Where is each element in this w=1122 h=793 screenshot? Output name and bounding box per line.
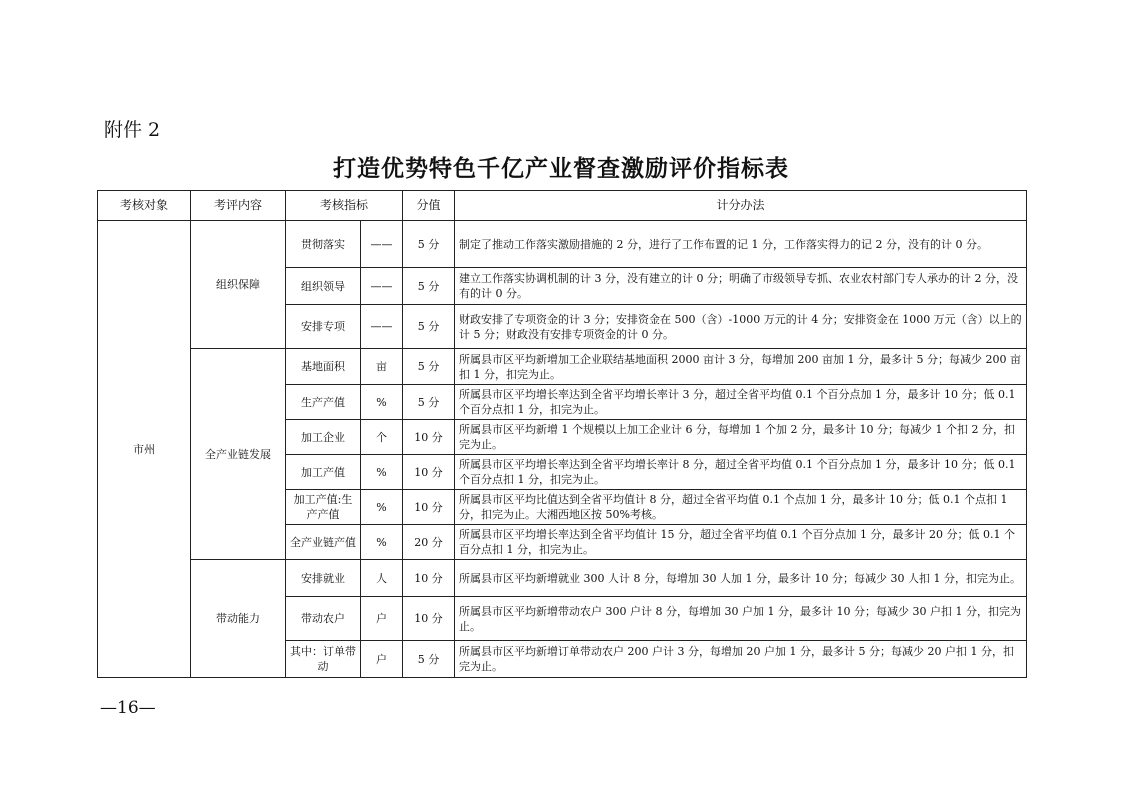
method-cell: 制定了推动工作落实激励措施的 2 分，进行了工作布置的记 1 分，工作落实得力的记 2 分，没有的计 0 分。 xyxy=(455,221,1027,268)
score-cell: 5 分 xyxy=(403,221,455,268)
method-cell: 所属县市区平均新增订单带动农户 200 户计 3 分，每增加 20 户加 1 分，最多计 5 分；每减少 20 户扣 1 分，扣完为止。 xyxy=(455,641,1027,678)
indicator-cell: 生产产值 xyxy=(286,385,361,420)
indicator-cell: 加工企业 xyxy=(286,420,361,455)
score-cell: 10 分 xyxy=(403,420,455,455)
score-cell: 10 分 xyxy=(403,490,455,525)
method-cell: 所属县市区平均新增加工企业联结基地面积 2000 亩计 3 分，每增加 200 亩加 1 分，最多计 5 分；每减少 200 亩扣 1 分，扣完为止。 xyxy=(455,349,1027,385)
indicator-cell: 基地面积 xyxy=(286,349,361,385)
header-method: 计分办法 xyxy=(455,191,1027,221)
object-cell: 市州 xyxy=(98,221,191,678)
unit-cell: 户 xyxy=(361,597,403,641)
method-cell: 所属县市区平均新增带动农户 300 户计 8 分，每增加 30 户加 1 分，最多计 10 分；每减少 30 户扣 1 分，扣完为止。 xyxy=(455,597,1027,641)
page-number: —16— xyxy=(100,698,156,718)
table-row xyxy=(98,560,1027,597)
unit-cell: % xyxy=(361,385,403,420)
unit-cell: 个 xyxy=(361,420,403,455)
method-cell: 建立工作落实协调机制的计 3 分，没有建立的计 0 分；明确了市级领导专抓、农业农村部门专人承办的计 2 分，没有的计 0 分。 xyxy=(455,268,1027,305)
content-cell: 带动能力 xyxy=(191,560,286,678)
attachment-label: 附件 2 xyxy=(104,119,161,141)
indicator-cell: 其中：订单带动 xyxy=(286,641,361,678)
method-cell: 所属县市区平均新增 1 个规模以上加工企业计 6 分，每增加 1 个加 2 分，最多计 10 分；每减少 1 个扣 2 分，扣完为止。 xyxy=(455,420,1027,455)
content-cell: 全产业链发展 xyxy=(191,349,286,560)
method-cell: 财政安排了专项资金的计 3 分；安排资金在 500（含）-1000 万元的计 4 分；安排资金在 1000 万元（含）以上的计 5 分；财政没有安排专项资金的计 0 分。 xyxy=(455,305,1027,349)
indicator-cell: 加工产值:生产产值 xyxy=(286,490,361,525)
unit-cell: 亩 xyxy=(361,349,403,385)
table-header-row xyxy=(98,191,1027,221)
score-cell: 5 分 xyxy=(403,268,455,305)
unit-cell: % xyxy=(361,455,403,490)
unit-cell: —— xyxy=(361,305,403,349)
indicator-table xyxy=(97,190,1027,678)
score-cell: 10 分 xyxy=(403,455,455,490)
indicator-cell: 安排专项 xyxy=(286,305,361,349)
score-cell: 10 分 xyxy=(403,560,455,597)
method-cell: 所属县市区平均新增就业 300 人计 8 分，每增加 30 人加 1 分，最多计 10 分；每减少 30 人扣 1 分，扣完为止。 xyxy=(455,560,1027,597)
indicator-cell: 带动农户 xyxy=(286,597,361,641)
header-object: 考核对象 xyxy=(98,191,191,221)
header-content: 考评内容 xyxy=(191,191,286,221)
unit-cell: —— xyxy=(361,221,403,268)
unit-cell: 户 xyxy=(361,641,403,678)
indicator-cell: 贯彻落实 xyxy=(286,221,361,268)
method-cell: 所属县市区平均增长率达到全省平均增长率计 8 分，超过全省平均值 0.1 个百分点加 1 分，最多计 10 分；低 0.1 个百分点扣 1 分，扣完为止。 xyxy=(455,455,1027,490)
method-cell: 所属县市区平均比值达到全省平均值计 8 分，超过全省平均值 0.1 个点加 1 分，最多计 10 分；低 0.1 个点扣 1 分，扣完为止。大湘西地区按 50%考核。 xyxy=(455,490,1027,525)
method-cell: 所属县市区平均增长率达到全省平均值计 15 分，超过全省平均值 0.1 个百分点加 1 分，最多计 20 分；低 0.1 个百分点扣 1 分，扣完为止。 xyxy=(455,525,1027,560)
indicator-cell: 全产业链产值 xyxy=(286,525,361,560)
score-cell: 5 分 xyxy=(403,305,455,349)
table-body xyxy=(98,221,1027,678)
indicator-cell: 加工产值 xyxy=(286,455,361,490)
score-cell: 5 分 xyxy=(403,349,455,385)
unit-cell: % xyxy=(361,490,403,525)
table-row xyxy=(98,349,1027,385)
document-title: 打造优势特色千亿产业督查激励评价指标表 xyxy=(333,155,789,182)
unit-cell: 人 xyxy=(361,560,403,597)
header-indicator: 考核指标 xyxy=(286,191,403,221)
table-row xyxy=(98,221,1027,268)
unit-cell: % xyxy=(361,525,403,560)
indicator-cell: 安排就业 xyxy=(286,560,361,597)
content-cell: 组织保障 xyxy=(191,221,286,349)
score-cell: 5 分 xyxy=(403,385,455,420)
method-cell: 所属县市区平均增长率达到全省平均增长率计 3 分，超过全省平均值 0.1 个百分点加 1 分，最多计 10 分；低 0.1 个百分点扣 1 分，扣完为止。 xyxy=(455,385,1027,420)
score-cell: 20 分 xyxy=(403,525,455,560)
score-cell: 10 分 xyxy=(403,597,455,641)
indicator-cell: 组织领导 xyxy=(286,268,361,305)
unit-cell: —— xyxy=(361,268,403,305)
score-cell: 5 分 xyxy=(403,641,455,678)
header-score: 分值 xyxy=(403,191,455,221)
